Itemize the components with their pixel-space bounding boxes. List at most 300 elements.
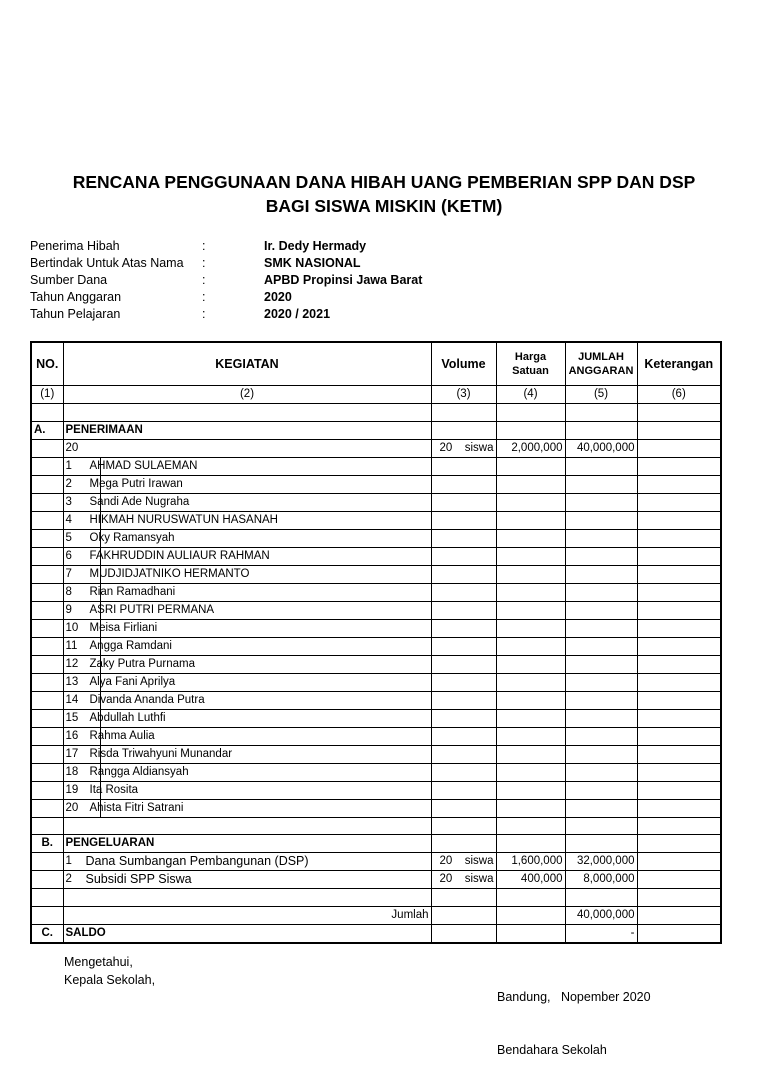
- student-cell: [63, 673, 431, 691]
- student-row: [31, 583, 721, 601]
- student-name: Mega Putri Irawan: [89, 477, 183, 490]
- table-cell: [496, 511, 565, 529]
- table-cell: [496, 745, 565, 763]
- student-number: 5: [64, 530, 101, 547]
- student-name: MUDJIDJATNIKO HERMANTO: [89, 567, 250, 580]
- table-cell: [31, 637, 63, 655]
- student-name: AHMAD SULAEMAN: [89, 459, 198, 472]
- table-cell: [431, 817, 496, 835]
- table-cell: [637, 817, 721, 835]
- table-cell: [565, 583, 637, 601]
- table-cell: [565, 691, 637, 709]
- table-cell: [496, 889, 565, 907]
- table-cell: [31, 565, 63, 583]
- student-cell: [63, 691, 431, 709]
- signature-right-line2: Bendahara Sekolah: [497, 1042, 607, 1057]
- table-cell: [31, 439, 63, 457]
- table-cell: [431, 709, 496, 727]
- student-number: 9: [64, 602, 101, 619]
- student-number: 6: [64, 548, 101, 565]
- info-colon: :: [202, 239, 206, 253]
- expense-number: 1: [65, 855, 72, 868]
- student-row: [31, 655, 721, 673]
- table-cell: [431, 745, 496, 763]
- table-cell: [496, 637, 565, 655]
- saldo-row: [31, 924, 721, 942]
- table-cell: [31, 619, 63, 637]
- table-cell: [637, 907, 721, 925]
- student-cell: [63, 601, 431, 619]
- student-cell: [63, 511, 431, 529]
- total-row: [31, 907, 721, 925]
- jumlah-label: Jumlah: [63, 907, 431, 925]
- info-colon: :: [202, 290, 206, 304]
- student-cell: [63, 655, 431, 673]
- table-cell: [31, 457, 63, 475]
- student-name: Abdullah Luthfi: [89, 711, 166, 724]
- student-number: 4: [64, 512, 101, 529]
- signature-right-line1: Bandung, Nopember 2020: [497, 990, 651, 1004]
- student-cell: [63, 709, 431, 727]
- table-cell: [496, 619, 565, 637]
- table-cell: [565, 655, 637, 673]
- table-cell: [31, 493, 63, 511]
- student-row: [31, 745, 721, 763]
- table-cell: [637, 835, 721, 853]
- table-cell: [496, 763, 565, 781]
- table-cell: [431, 403, 496, 421]
- signature-left: [64, 954, 155, 989]
- column-number: (5): [565, 386, 637, 404]
- table-cell: [565, 799, 637, 817]
- student-row: [31, 619, 721, 637]
- student-row: [31, 691, 721, 709]
- table-cell: [496, 817, 565, 835]
- table-cell: [637, 421, 721, 439]
- empty-row: [31, 403, 721, 421]
- table-cell: [496, 475, 565, 493]
- table-cell: [637, 637, 721, 655]
- info-value: 2020: [264, 290, 292, 304]
- student-name: Rian Ramadhani: [89, 585, 176, 598]
- column-number: (4): [496, 386, 565, 404]
- table-cell: [496, 601, 565, 619]
- table-cell: [31, 547, 63, 565]
- info-value: 2020 / 2021: [264, 307, 331, 321]
- student-cell: [63, 637, 431, 655]
- table-cell: [63, 403, 431, 421]
- empty-row: [31, 817, 721, 835]
- table-cell: [496, 403, 565, 421]
- table-cell: [431, 799, 496, 817]
- info-value: Ir. Dedy Hermady: [264, 239, 367, 253]
- summary-row: [31, 439, 721, 457]
- table-cell: [496, 457, 565, 475]
- table-cell: [496, 529, 565, 547]
- student-number: 16: [64, 728, 101, 745]
- table-cell: [431, 655, 496, 673]
- column-number: (2): [63, 386, 431, 404]
- saldo-value: -: [565, 924, 637, 942]
- student-row: [31, 601, 721, 619]
- info-label: Penerima Hibah: [30, 239, 120, 253]
- table-cell: [31, 817, 63, 835]
- section-row: [31, 835, 721, 853]
- table-cell: [637, 655, 721, 673]
- table-cell: [31, 709, 63, 727]
- student-number: 19: [64, 782, 101, 799]
- student-cell: [63, 781, 431, 799]
- student-name: Ahista Fitri Satrani: [89, 801, 184, 814]
- table-cell: [496, 547, 565, 565]
- expense-cell: [63, 871, 431, 889]
- table-cell: [431, 763, 496, 781]
- student-number: 3: [64, 494, 101, 511]
- signature-left-line1: Mengetahui,: [64, 955, 133, 969]
- jumlah-cell: 32,000,000: [565, 853, 637, 871]
- table-cell: [496, 655, 565, 673]
- student-row: [31, 475, 721, 493]
- expense-name: Dana Sumbangan Pembangunan (DSP): [85, 854, 309, 869]
- table-cell: [431, 619, 496, 637]
- student-row: [31, 511, 721, 529]
- student-cell: [63, 583, 431, 601]
- section-code: A.: [31, 421, 63, 439]
- table-cell: [496, 727, 565, 745]
- column-number: (3): [431, 386, 496, 404]
- table-cell: [31, 583, 63, 601]
- student-row: [31, 457, 721, 475]
- table-cell: [637, 691, 721, 709]
- table-cell: [637, 745, 721, 763]
- student-cell: [63, 457, 431, 475]
- student-row: [31, 529, 721, 547]
- volume-cell: [431, 853, 496, 871]
- table-cell: [565, 547, 637, 565]
- table-cell: [565, 835, 637, 853]
- table-cell: [565, 889, 637, 907]
- table-cell: [637, 475, 721, 493]
- table-cell: [431, 475, 496, 493]
- document-title: [0, 170, 768, 218]
- table-cell: [637, 781, 721, 799]
- header-harga-satuan: [496, 342, 565, 386]
- table-cell: [637, 727, 721, 745]
- student-name: Angga Ramdani: [89, 639, 172, 652]
- student-number: 12: [64, 656, 101, 673]
- table-cell: [496, 421, 565, 439]
- table-cell: [637, 547, 721, 565]
- table-cell: [496, 673, 565, 691]
- table-cell: [431, 889, 496, 907]
- table-cell: [431, 457, 496, 475]
- table-cell: [637, 889, 721, 907]
- harga-cell: 1,600,000: [496, 853, 565, 871]
- table-header-row: [31, 342, 721, 386]
- table-cell: [565, 565, 637, 583]
- expense-row: [31, 871, 721, 889]
- volume-unit: siswa: [464, 441, 494, 454]
- jumlah-cell: 40,000,000: [565, 439, 637, 457]
- table-cell: [496, 691, 565, 709]
- student-cell: [63, 493, 431, 511]
- header-jumlah-line1: JUMLAH: [578, 351, 624, 363]
- header-harga-line1: Harga: [514, 351, 547, 363]
- student-count: 20: [63, 439, 431, 457]
- table-cell: [496, 493, 565, 511]
- student-number: 17: [64, 746, 101, 763]
- table-cell: [431, 583, 496, 601]
- section-row: [31, 421, 721, 439]
- student-cell: [63, 727, 431, 745]
- table-cell: [496, 781, 565, 799]
- table-cell: [565, 637, 637, 655]
- info-label: Bertindak Untuk Atas Nama: [30, 256, 184, 270]
- info-label: Sumber Dana: [30, 273, 108, 287]
- student-number: 20: [64, 800, 101, 817]
- table-cell: [431, 835, 496, 853]
- table-cell: [31, 529, 63, 547]
- table-cell: [431, 493, 496, 511]
- table-cell: [637, 529, 721, 547]
- student-row: [31, 763, 721, 781]
- table-cell: [31, 853, 63, 871]
- student-number: 18: [64, 764, 101, 781]
- table-cell: [496, 835, 565, 853]
- table-cell: [31, 727, 63, 745]
- table-cell: [637, 673, 721, 691]
- student-name: Oky Ramansyah: [89, 531, 175, 544]
- volume-cell: [431, 439, 496, 457]
- table-cell: [496, 799, 565, 817]
- student-row: [31, 673, 721, 691]
- header-kegiatan: KEGIATAN: [63, 342, 431, 386]
- table-cell: [431, 511, 496, 529]
- table-cell: [637, 709, 721, 727]
- table-cell: [637, 799, 721, 817]
- student-number: 1: [64, 458, 101, 475]
- info-colon: :: [202, 307, 206, 321]
- info-value: SMK NASIONAL: [264, 256, 361, 270]
- header-volume: Volume: [431, 342, 496, 386]
- table-cell: [31, 781, 63, 799]
- table-cell: [565, 475, 637, 493]
- signature-left-line2: Kepala Sekolah,: [64, 972, 156, 987]
- empty-row: [31, 889, 721, 907]
- info-colon: :: [202, 256, 206, 270]
- student-row: [31, 727, 721, 745]
- table-cell: [63, 817, 431, 835]
- table-cell: [565, 511, 637, 529]
- student-name: HIKMAH NURUSWATUN HASANAH: [89, 513, 278, 526]
- harga-cell: 2,000,000: [496, 439, 565, 457]
- student-name: Risda Triwahyuni Munandar: [89, 747, 233, 760]
- table-cell: [496, 565, 565, 583]
- table-cell: [431, 547, 496, 565]
- info-label: Tahun Anggaran: [30, 290, 122, 304]
- student-row: [31, 781, 721, 799]
- table-cell: [637, 583, 721, 601]
- student-number: 15: [64, 710, 101, 727]
- student-name: Ita Rosita: [89, 783, 139, 796]
- section-label: SALDO: [63, 924, 431, 942]
- expense-number: 2: [65, 873, 72, 886]
- student-number: 8: [64, 584, 101, 601]
- student-cell: [63, 529, 431, 547]
- expense-row: [31, 853, 721, 871]
- table-cell: [637, 493, 721, 511]
- table-cell: [31, 871, 63, 889]
- table-cell: [431, 691, 496, 709]
- header-jumlah-anggaran: [565, 342, 637, 386]
- table-cell: [565, 817, 637, 835]
- info-value: APBD Propinsi Jawa Barat: [264, 273, 423, 287]
- table-cell: [637, 853, 721, 871]
- section-label: PENERIMAAN: [63, 421, 431, 439]
- jumlah-cell: 8,000,000: [565, 871, 637, 889]
- table-cell: [565, 619, 637, 637]
- student-cell: [63, 763, 431, 781]
- volume-unit: siswa: [464, 873, 494, 886]
- table-cell: [637, 439, 721, 457]
- column-number-row: [31, 386, 721, 404]
- student-row: [31, 493, 721, 511]
- student-number: 13: [64, 674, 101, 691]
- table-cell: [637, 565, 721, 583]
- table-cell: [31, 403, 63, 421]
- student-name: Divanda Ananda Putra: [89, 693, 205, 706]
- student-number: 10: [64, 620, 101, 637]
- table-cell: [565, 781, 637, 799]
- table-cell: [637, 457, 721, 475]
- column-number: (1): [31, 386, 63, 404]
- table-cell: [496, 924, 565, 942]
- student-cell: [63, 565, 431, 583]
- student-row: [31, 709, 721, 727]
- student-number: 14: [64, 692, 101, 709]
- student-cell: [63, 547, 431, 565]
- table-cell: [637, 601, 721, 619]
- expense-cell: [63, 853, 431, 871]
- table-cell: [565, 745, 637, 763]
- header-no: NO.: [31, 342, 63, 386]
- column-number: (6): [637, 386, 721, 404]
- title-line-2: BAGI SISWA MISKIN (KETM): [265, 196, 503, 216]
- table-cell: [431, 673, 496, 691]
- table-cell: [565, 727, 637, 745]
- table-cell: [565, 403, 637, 421]
- table-cell: [565, 457, 637, 475]
- table-cell: [431, 924, 496, 942]
- student-name: Rahma Aulia: [89, 729, 155, 742]
- table-cell: [565, 763, 637, 781]
- table-cell: [431, 565, 496, 583]
- table-cell: [63, 889, 431, 907]
- table-cell: [637, 871, 721, 889]
- volume-cell: [431, 871, 496, 889]
- budget-table: [30, 341, 722, 944]
- volume-qty: 20: [439, 855, 453, 868]
- table-cell: [431, 781, 496, 799]
- volume-qty: 20: [439, 873, 453, 886]
- table-cell: [431, 421, 496, 439]
- table-cell: [565, 601, 637, 619]
- student-row: [31, 547, 721, 565]
- table-cell: [565, 529, 637, 547]
- table-cell: [431, 637, 496, 655]
- table-cell: [431, 727, 496, 745]
- volume-unit: siswa: [464, 855, 494, 868]
- student-name: Rangga Aldiansyah: [89, 765, 189, 778]
- table-cell: [637, 763, 721, 781]
- table-cell: [31, 673, 63, 691]
- student-number: 7: [64, 566, 101, 583]
- table-cell: [565, 421, 637, 439]
- section-code: B.: [31, 835, 63, 853]
- info-colon: :: [202, 273, 206, 287]
- table-cell: [31, 763, 63, 781]
- table-cell: [637, 924, 721, 942]
- header-jumlah-line2: ANGGARAN: [568, 365, 634, 377]
- table-cell: [637, 619, 721, 637]
- expense-name: Subsidi SPP Siswa: [85, 872, 192, 887]
- table-cell: [31, 655, 63, 673]
- student-cell: [63, 619, 431, 637]
- table-cell: [31, 475, 63, 493]
- table-cell: [31, 511, 63, 529]
- student-name: ASRI PUTRI PERMANA: [89, 603, 215, 616]
- student-name: Meisa Firliani: [89, 621, 158, 634]
- student-name: Sandi Ade Nugraha: [89, 495, 190, 508]
- table-cell: [31, 799, 63, 817]
- table-cell: [31, 601, 63, 619]
- jumlah-total: 40,000,000: [565, 907, 637, 925]
- table-cell: [565, 709, 637, 727]
- student-cell: [63, 799, 431, 817]
- table-cell: [496, 907, 565, 925]
- table-cell: [637, 403, 721, 421]
- table-cell: [637, 511, 721, 529]
- student-number: 11: [64, 638, 101, 655]
- table-cell: [565, 673, 637, 691]
- harga-cell: 400,000: [496, 871, 565, 889]
- student-row: [31, 565, 721, 583]
- student-number: 2: [64, 476, 101, 493]
- header-harga-line2: Satuan: [512, 365, 549, 377]
- info-label: Tahun Pelajaran: [30, 307, 121, 321]
- table-cell: [31, 889, 63, 907]
- student-name: FAKHRUDDIN AULIAUR RAHMAN: [89, 549, 270, 562]
- student-row: [31, 637, 721, 655]
- table-cell: [496, 583, 565, 601]
- table-cell: [431, 601, 496, 619]
- table-cell: [431, 529, 496, 547]
- table-cell: [565, 493, 637, 511]
- table-cell: [31, 745, 63, 763]
- volume-qty: 20: [439, 441, 453, 454]
- section-code: C.: [31, 924, 63, 942]
- signature-right: [497, 954, 651, 1077]
- student-name: Alya Fani Aprilya: [89, 675, 176, 688]
- table-cell: [496, 709, 565, 727]
- table-cell: [31, 691, 63, 709]
- student-name: Zaky Putra Purnama: [89, 657, 195, 670]
- table-cell: [431, 907, 496, 925]
- table-cell: [31, 907, 63, 925]
- student-cell: [63, 745, 431, 763]
- header-keterangan: Keterangan: [637, 342, 721, 386]
- section-label: PENGELUARAN: [63, 835, 431, 853]
